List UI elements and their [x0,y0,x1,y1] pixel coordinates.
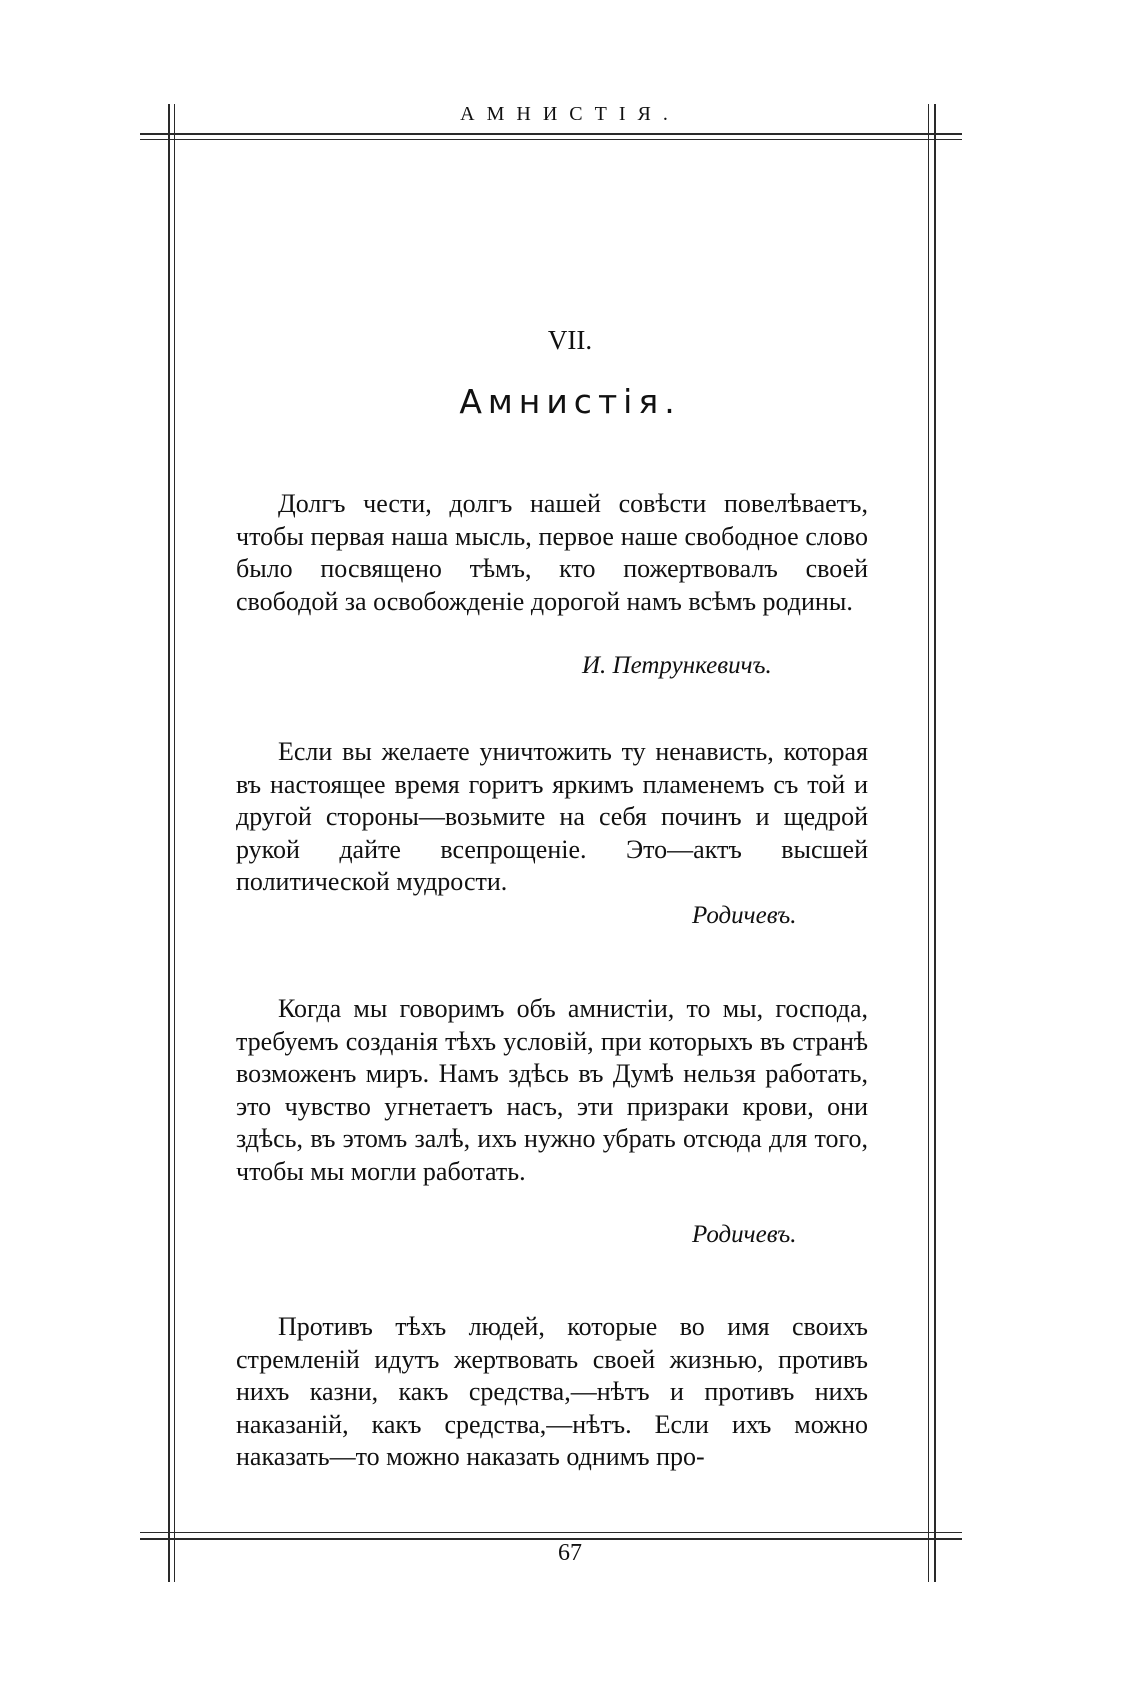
section-number: VII. [547,325,593,355]
quote-text: Когда мы говоримъ объ амнистіи, то мы, господа, требуемъ созданія тѣхъ условій, при которыхъ въ странѣ возможенъ миръ. Намъ здѣсь въ Думѣ нельзя работать, это чувство угнетаетъ насъ, эти призраки крови, они здѣсь, въ этомъ залѣ, ихъ нужно убрать отсюда для того, чтобы мы могли работать. [236,994,868,1186]
quote-block [236,993,868,1188]
section-title: Амнистія. [459,382,681,421]
page-number: 67 [558,1540,582,1566]
footer-rule-thin [140,1532,962,1533]
header-rule [140,133,962,135]
quote-text: Противъ тѣхъ людей, которые во имя своихъ стремленій идутъ жертвовать своей жизнью, противъ нихъ казни, какъ средства,—нѣтъ и противъ нихъ наказаній, какъ средства,—нѣтъ. Если ихъ можно наказать—то можно наказать однимъ про- [236,1312,868,1471]
quote-author: Родичевъ. [692,902,797,929]
quote-author: Родичевъ. [692,1221,797,1248]
quote-block [236,1311,868,1474]
quote-block [236,488,868,618]
quote-text: Долгъ чести, долгъ нашей совѣсти повелѣваетъ, чтобы первая наша мысль, первое наше свободное слово было посвящено тѣмъ, кто пожертвовалъ своей свободой за освобожденіе дорогой намъ всѣмъ родины. [236,489,868,616]
quote-author: И. Петрункевичъ. [582,652,772,679]
running-head: АМНИСТІЯ. [460,103,680,125]
quote-text: Если вы желаете уничтожить ту ненависть, которая въ настоящее время горитъ яркимъ пламенемъ съ той и другой стороны—возьмите на себя починъ и щедрой рукой дайте всепрощеніе. Это—актъ высшей политической мудрости. [236,737,868,896]
quote-block [236,736,868,899]
header-rule-thin [140,139,962,140]
